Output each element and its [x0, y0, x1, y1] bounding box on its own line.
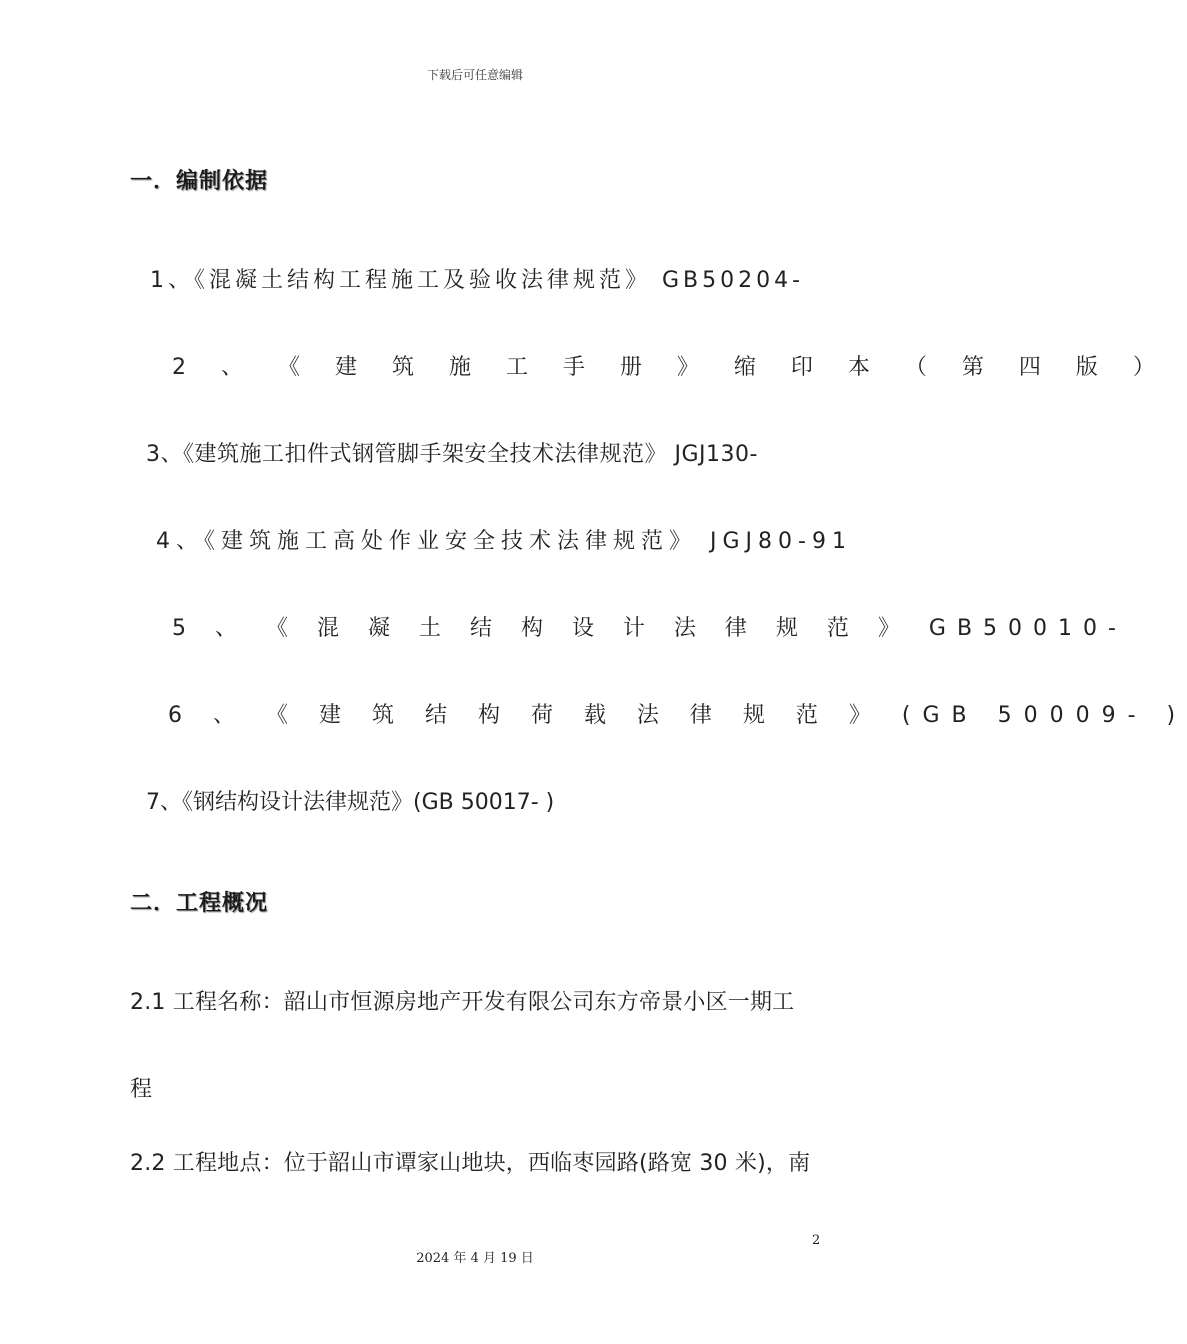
page-number: 2 [812, 1233, 821, 1248]
basis-item-6: 6 、 《 建 筑 结 构 荷 载 法 律 规 范 》 (GB 50009- ) [168, 703, 1187, 728]
basis-item-7: 7、《钢结构设计法律规范》(GB 50017- ) [146, 790, 555, 815]
overview-name-line2: 程 [130, 1077, 153, 1102]
overview-name-line1: 2.1 工程名称：韶山市恒源房地产开发有限公司东方帝景小区一期工 [130, 990, 795, 1015]
basis-item-1: 1、《混凝土结构工程施工及验收法律规范》 GB50204- [150, 268, 805, 293]
basis-item-3: 3、《建筑施工扣件式钢管脚手架安全技术法律规范》 JGJ130- [146, 442, 758, 467]
basis-item-5: 5 、 《 混 凝 土 结 构 设 计 法 律 规 范 》 GB50010- [172, 616, 1127, 641]
overview-location-line1: 2.2 工程地点：位于韶山市谭家山地块，西临枣园路(路宽 30 米)，南 [130, 1151, 811, 1176]
basis-item-4: 4、《建筑施工高处作业安全技术法律规范》 JGJ80-91 [156, 529, 852, 554]
footer-date: 2024 年 4 月 19 日 [416, 1251, 534, 1266]
basis-item-2: 2 、 《 建 筑 施 工 手 册 》 缩 印 本 （ 第 四 版 ） [172, 355, 1169, 380]
page-header-note: 下载后可任意编辑 [426, 68, 523, 82]
section-heading-basis: 一．编制依据 [130, 169, 269, 194]
section-heading-overview: 二．工程概况 [130, 891, 269, 916]
